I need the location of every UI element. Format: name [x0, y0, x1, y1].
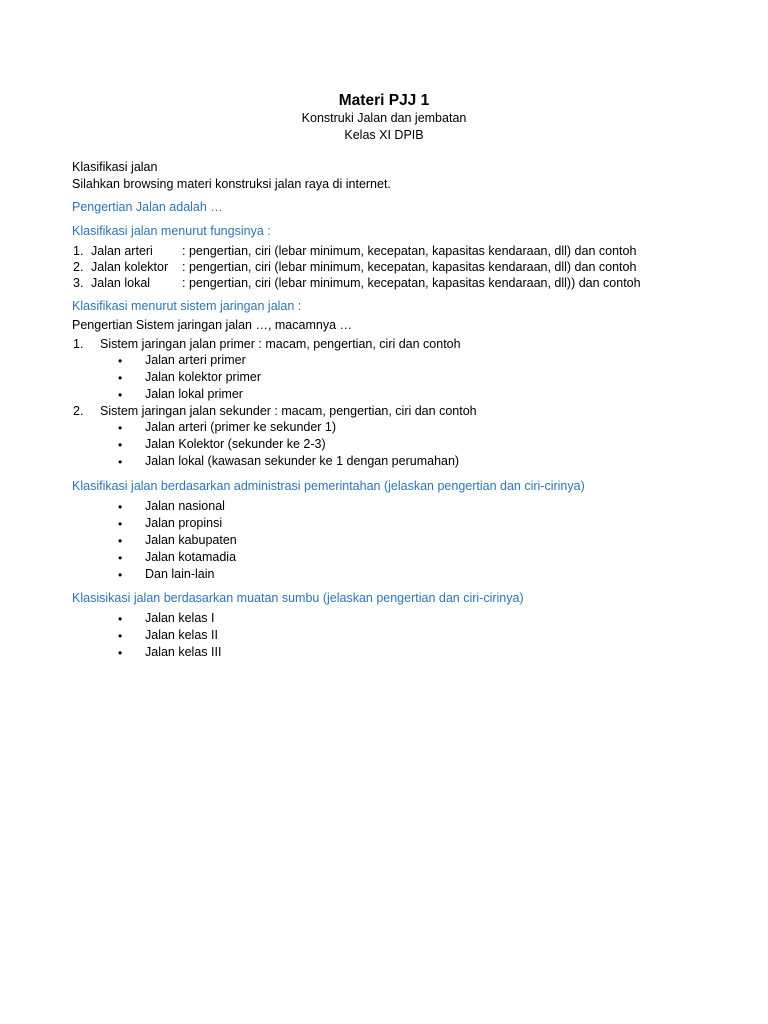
list-item: Jalan arteri primer — [145, 353, 246, 367]
document-title: Materi PJJ 1 — [338, 92, 430, 109]
list-item-label: Jalan lokal — [91, 276, 151, 290]
bullet-icon: • — [118, 388, 123, 402]
bullet-icon: • — [118, 421, 123, 435]
section-heading-pengertian: Pengertian Jalan adalah … — [72, 200, 223, 214]
list-item: Jalan kolektor primer — [145, 370, 262, 384]
list-item: Dan lain-lain — [145, 567, 215, 581]
list-item: Jalan kelas III — [145, 645, 222, 659]
list-item-desc: : pengertian, ciri (lebar minimum, kecepatan, kapasitas kendaraan, dll)) dan contoh — [182, 276, 641, 290]
section-heading-fungsi: Klasifikasi jalan menurut fungsinya : — [72, 224, 271, 238]
bullet-icon: • — [118, 568, 123, 582]
list-item: Jalan lokal primer — [145, 387, 243, 401]
intro-line-1: Klasifikasi jalan — [72, 160, 158, 174]
section-heading-sistem-jaringan: Klasifikasi menurut sistem jaringan jalan : — [72, 299, 302, 313]
bullet-icon: • — [118, 534, 123, 548]
list-item: Jalan Kolektor (sekunder ke 2-3) — [145, 437, 326, 451]
list-item: Jalan nasional — [145, 499, 225, 513]
list-item: Jalan arteri (primer ke sekunder 1) — [145, 420, 337, 434]
list-item: Jalan kotamadia — [145, 550, 237, 564]
list-item: Jalan kelas I — [145, 611, 215, 625]
list-number: 1. — [73, 244, 84, 258]
list-item-desc: : pengertian, ciri (lebar minimum, kecepatan, kapasitas kendaraan, dll) dan contoh — [182, 260, 637, 274]
bullet-icon: • — [118, 517, 123, 531]
section-intro: Pengertian Sistem jaringan jalan …, macamnya … — [72, 318, 352, 332]
bullet-icon: • — [118, 612, 123, 626]
list-number: 3. — [73, 276, 84, 290]
bullet-icon: • — [118, 371, 123, 385]
list-item: Jalan lokal (kawasan sekunder ke 1 dengan perumahan) — [145, 454, 460, 468]
bullet-icon: • — [118, 629, 123, 643]
bullet-icon: • — [118, 455, 123, 469]
list-item-desc: : pengertian, ciri (lebar minimum, kecepatan, kapasitas kendaraan, dll) dan contoh — [182, 244, 637, 258]
section-heading-muatan-sumbu: Klasisikasi jalan berdasarkan muatan sumbu (jelaskan pengertian dan ciri-cirinya) — [72, 591, 524, 605]
bullet-icon: • — [118, 438, 123, 452]
bullet-icon: • — [118, 646, 123, 660]
bullet-icon: • — [118, 354, 123, 368]
section-heading-administrasi: Klasifikasi jalan berdasarkan administrasi pemerintahan (jelaskan pengertian dan ciri-cirinya) — [72, 479, 585, 493]
document-subtitle: Konstruki Jalan dan jembatan — [301, 111, 467, 125]
list-item-label: Jalan kolektor — [91, 260, 169, 274]
list-number: 1. — [73, 337, 84, 351]
list-item-label: Jalan arteri — [91, 244, 153, 258]
intro-line-2: Silahkan browsing materi konstruksi jalan raya di internet. — [72, 177, 391, 191]
list-item-label: Sistem jaringan jalan sekunder : macam, pengertian, ciri dan contoh — [100, 404, 477, 418]
list-item-label: Sistem jaringan jalan primer : macam, pengertian, ciri dan contoh — [100, 337, 461, 351]
list-item: Jalan kelas II — [145, 628, 218, 642]
list-number: 2. — [73, 404, 84, 418]
list-item: Jalan kabupaten — [145, 533, 237, 547]
list-item: Jalan propinsi — [145, 516, 223, 530]
list-number: 2. — [73, 260, 84, 274]
bullet-icon: • — [118, 551, 123, 565]
document-class: Kelas XI DPIB — [344, 128, 424, 142]
bullet-icon: • — [118, 500, 123, 514]
